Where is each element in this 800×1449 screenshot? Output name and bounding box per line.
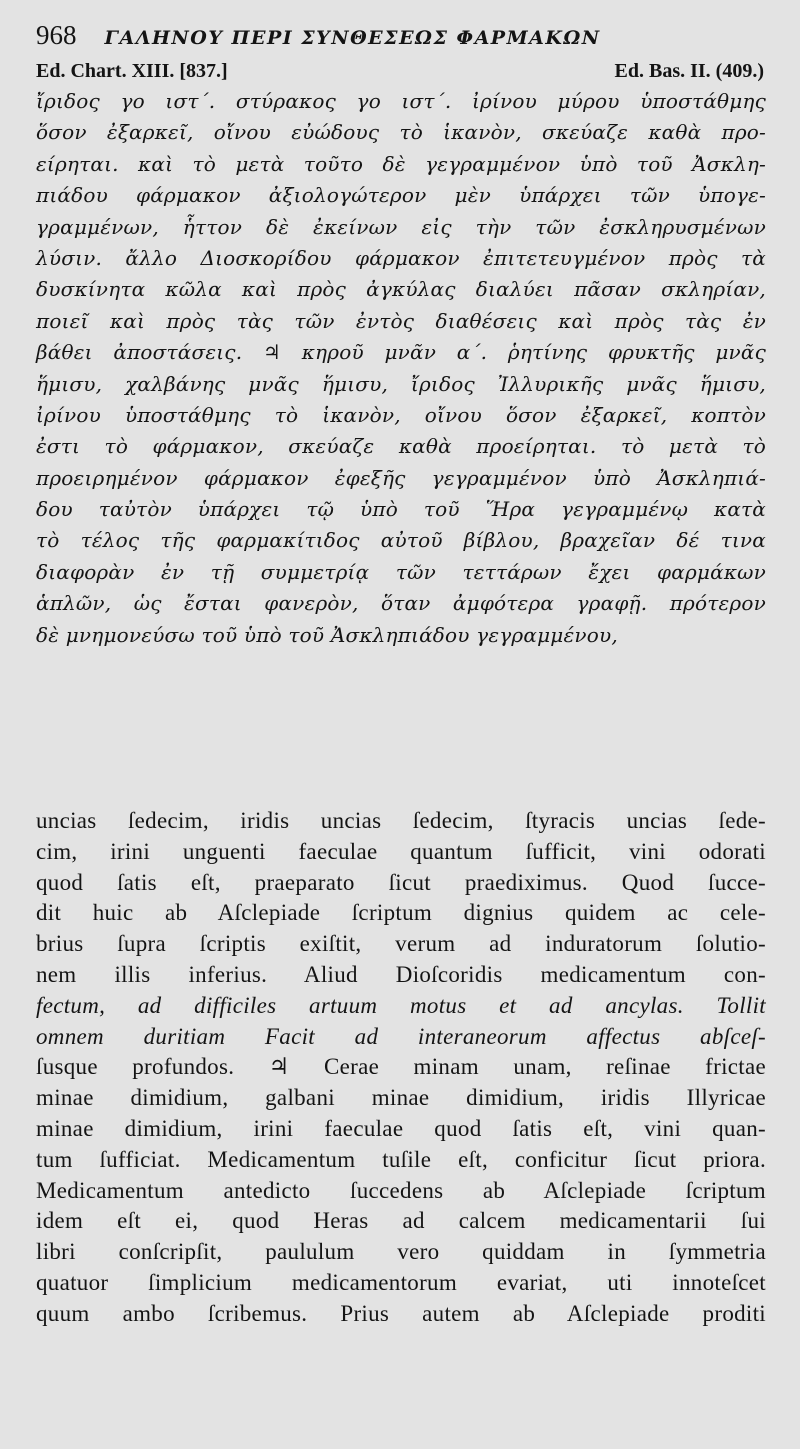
greek-line: ἥμισυ, χαλβάνης μνᾶς ἥμισυ, ἴριδος Ἰλλυρικῆς μνᾶς ἥμισυ,	[36, 371, 766, 396]
greek-line: τὸ τέλος τῆς φαρμακίτιδος αὐτοῦ βίβλου, βραχεῖαν δέ τινα	[36, 528, 766, 553]
latin-line: idem eſt ei, quod Heras ad calcem medicamentarii ſui	[36, 1208, 766, 1234]
latin-line: omnem duritiam Facit ad interaneorum affectus abſceſ-	[36, 1023, 766, 1049]
latin-line: uncias ſedecim, iridis uncias ſedecim, ſtyracis uncias ſede-	[36, 808, 766, 833]
greek-line: γραμμένων, ἧττον δὲ ἐκείνων εἰς τὴν τῶν ἐσκληρυσμένων	[36, 214, 766, 239]
greek-text-block	[36, 86, 766, 651]
greek-line: ἁπλῶν, ὡς ἔσται φανερὸν, ὅταν ἀμφότερα γραφῇ. πρότερον	[36, 591, 766, 616]
greek-line: προειρημένον φάρμακον ἐφεξῆς γεγραμμένον ὑπὸ Ἀσκληπιά-	[36, 465, 766, 490]
greek-line: βάθει ἀποστάσεις. ♃ κηροῦ μνᾶν α΄. ῥητίνης φρυκτῆς μνᾶς	[36, 340, 766, 365]
greek-line: είρηται. καὶ τὸ μετὰ τοῦτο δὲ γεγραμμένον ὑπὸ τοῦ Ἀσκλη-	[36, 151, 766, 176]
latin-line: libri conſcripſit, paululum vero quiddam in ſymmetria	[36, 1239, 766, 1265]
greek-line: δὲ μνημονεύσω τοῦ ὑπὸ τοῦ Ἀσκληπιάδου γεγραμμένου,	[36, 622, 618, 647]
latin-line: ſusque profundos. ♃ Cerae minam unam, reſinae frictae	[36, 1054, 766, 1080]
greek-line: δου ταὐτὸν ὑπάρχει τῷ ὑπὸ τοῦ Ἥρα γεγραμμένῳ κατὰ	[36, 497, 766, 522]
latin-line: brius ſupra ſcriptis exiſtit, verum ad induratorum ſolutio-	[36, 931, 766, 957]
greek-line: ἐστι τὸ φάρμακον, σκεύαζε καθὰ προείρηται. τὸ μετὰ τὸ	[36, 434, 766, 459]
greek-line: διαφορὰν ἐν τῇ συμμετρίᾳ τῶν τεττάρων ἔχει φαρμάκων	[36, 559, 766, 584]
latin-line: cim, irini unguenti faeculae quantum ſufficit, vini odorati	[36, 838, 766, 864]
latin-line: nem illis inferius. Aliud Dioſcoridis medicamentum con-	[36, 961, 766, 987]
latin-line: tum ſufficiat. Medicamentum tuſile eſt, conficitur ſicut priora.	[36, 1146, 766, 1172]
greek-line: δυσκίνητα κῶλα καὶ πρὸς ἀγκύλας διαλύει πᾶσαν σκληρίαν,	[36, 277, 766, 302]
greek-line: ὅσον ἐξαρκεῖ, οἴνου εὐώδους τὸ ἱκανὸν, σκεύαζε καθὰ προ-	[36, 120, 766, 145]
latin-line: quod ſatis eſt, praeparato ſicut praediximus. Quod ſucce-	[36, 869, 766, 895]
latin-line: dit huic ab Aſclepiade ſcriptum dignius quidem ac cele-	[36, 900, 766, 926]
latin-line: fectum, ad difficiles artuum motus et ad ancylas. Tollit	[36, 992, 766, 1018]
greek-line: πιάδου φάρμακον ἀξιολογώτερον μὲν ὑπάρχει τῶν ὑπογε-	[36, 183, 766, 208]
latin-line: quatuor ſimplicium medicamentorum evariat, uti innoteſcet	[36, 1269, 766, 1295]
greek-line: ἰρίνου ὑποστάθμης τὸ ἱκανὸν, οἴνου ὅσον ἐξαρκεῖ, κοπτὸν	[36, 402, 766, 427]
latin-line: quum ambo ſcribemus. Prius autem ab Aſclepiade proditi	[36, 1300, 766, 1326]
latin-text-block	[36, 806, 766, 1330]
running-title: ΓΑΛΗΝΟΥ ΠΕΡΙ ΣΥΝΘΕΣΕΩΣ ΦΑΡΜΑΚΩΝ	[104, 27, 601, 49]
edition-ref-left: Ed. Chart. XIII. [837.]	[36, 60, 228, 82]
latin-line: minae dimidium, galbani minae dimidium, iridis Illyricae	[36, 1085, 766, 1111]
latin-line: Medicamentum antedicto ſuccedens ab Aſclepiade ſcriptum	[36, 1177, 766, 1203]
edition-references	[36, 60, 764, 83]
greek-line: ἴριδος γο ιστ΄. στύρακος γο ιστ΄. ἰρίνου μύρου ὑποστάθμης	[36, 89, 766, 113]
running-header	[36, 20, 776, 54]
greek-line: λύσιν. ἄλλο Διοσκορίδου φάρμακον ἐπιτετευγμένον πρὸς τὰ	[36, 245, 766, 270]
edition-ref-right: Ed. Bas. II. (409.)	[614, 60, 764, 82]
latin-line: minae dimidium, irini faeculae quod ſatis eſt, vini quan-	[36, 1115, 766, 1141]
greek-line: ποιεῖ καὶ πρὸς τὰς τῶν ἐντὸς διαθέσεις καὶ πρὸς τὰς ἐν	[36, 308, 766, 333]
page-number: 968	[36, 20, 77, 50]
